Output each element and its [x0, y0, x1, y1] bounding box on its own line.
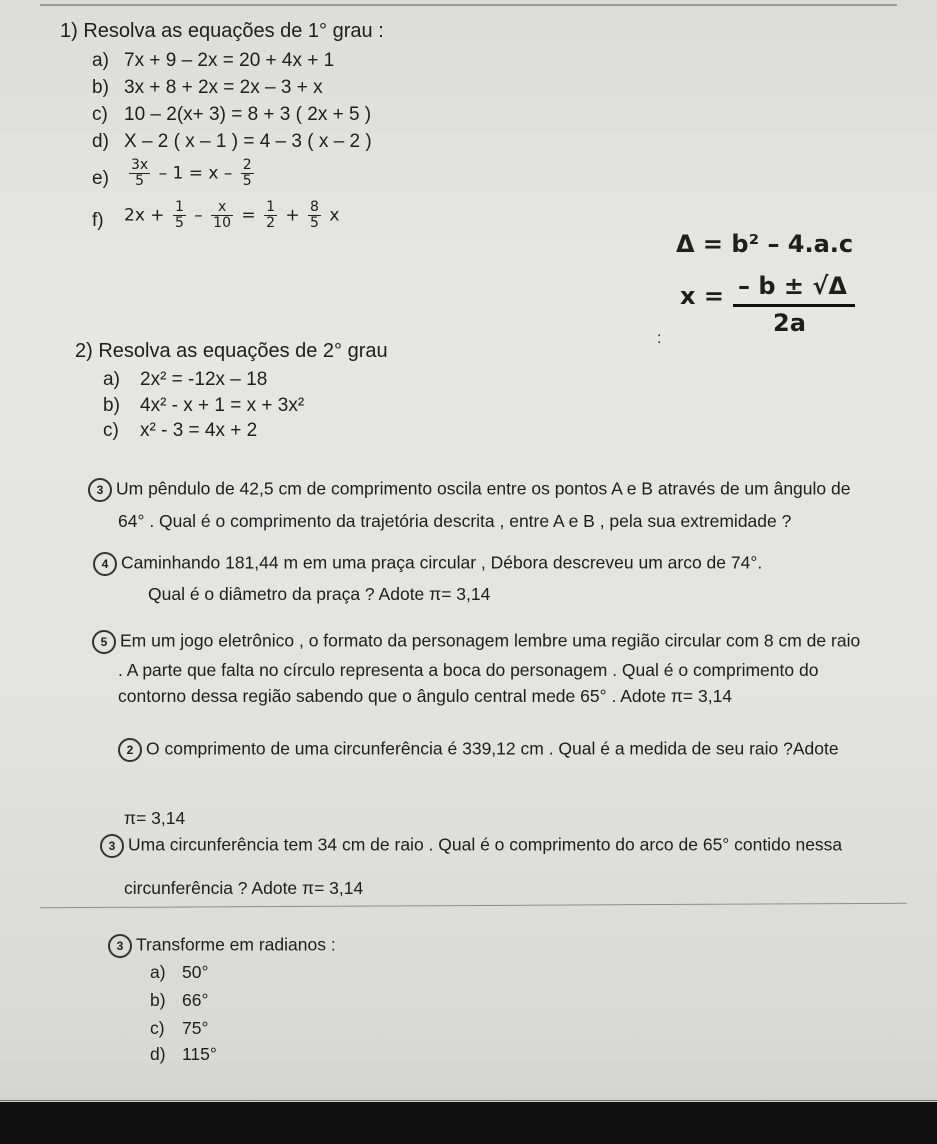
q1-c-equation: 10 – 2(x+ 3) = 8 + 3 ( 2x + 5 )	[124, 104, 372, 125]
q6-number-badge: 2	[118, 738, 142, 762]
q8-a-value: 50°	[182, 962, 209, 982]
delta-formula: Δ = b² – 4.a.c	[676, 230, 854, 258]
q4-line1	[93, 552, 762, 576]
q1-e-den2: 5	[242, 173, 252, 189]
x-formula-lhs: x =	[680, 282, 724, 310]
q1-f-num1: 1	[174, 199, 184, 215]
q1-d-equation: X – 2 ( x – 1 ) = 4 – 3 ( x – 2 )	[124, 131, 372, 152]
q1-f-num2: x	[211, 200, 233, 216]
q7-line2: circunferência ? Adote π= 3,14	[124, 878, 364, 898]
q1-f-num3: 1	[266, 199, 275, 215]
q1-title: 1) Resolva as equações de 1° grau :	[60, 20, 384, 42]
q2-a-equation: 2x² = -12x – 18	[140, 369, 268, 390]
q1-f-num4: 8	[310, 199, 319, 215]
q1-f-post: x	[329, 205, 340, 226]
q1-f-op1: –	[194, 205, 203, 226]
q1-f-op2: +	[285, 205, 300, 226]
q2-a-label: a)	[103, 369, 120, 390]
x-formula-fraction-bar	[733, 304, 855, 307]
q5-line3: contorno dessa região sabendo que o ângulo central mede 65° . Adote π= 3,14	[118, 686, 733, 706]
divider-line	[40, 903, 907, 909]
q7-number-badge: 3	[100, 834, 124, 858]
x-formula-numerator: – b ± √Δ	[738, 272, 847, 300]
x-formula-denominator: 2a	[773, 309, 806, 337]
q1-f-den1: 5	[174, 215, 184, 231]
q8-d-label: d)	[150, 1044, 166, 1064]
table-background	[0, 1102, 937, 1144]
q8-title-line	[108, 934, 336, 958]
q4-text-1: Caminhando 181,44 m em uma praça circular , Débora descreveu um arco de 74°.	[121, 552, 763, 573]
top-rule	[40, 4, 897, 6]
q1-e-label: e)	[92, 168, 109, 189]
q1-f-pre: 2x +	[124, 205, 165, 226]
q2-b-label: b)	[103, 395, 120, 416]
q1-f-den4: 5	[310, 215, 319, 231]
q1-a-equation: 7x + 9 – 2x = 20 + 4x + 1	[124, 50, 335, 71]
q3-text-1: Um pêndulo de 42,5 cm de comprimento oscila entre os pontos A e B através de um ângulo de	[116, 478, 851, 499]
q8-a-label: a)	[150, 962, 166, 982]
q1-e-middle: – 1 = x –	[158, 163, 233, 184]
q8-title: Transforme em radianos :	[136, 934, 336, 955]
q8-c-value: 75°	[182, 1018, 209, 1038]
q1-a-label: a)	[92, 50, 109, 71]
q1-d-label: d)	[92, 131, 109, 152]
q1-e-equation	[126, 158, 257, 189]
q5-text-1: Em um jogo eletrônico , o formato da personagem lembre uma região circular com 8 cm de raio	[120, 630, 861, 651]
stray-colon: :	[657, 330, 662, 347]
q1-f-label: f)	[92, 210, 104, 231]
q1-e-num2: 2	[242, 157, 252, 173]
q1-b-label: b)	[92, 77, 109, 98]
q6-line1	[118, 738, 839, 762]
bottom-edge-line	[0, 1100, 937, 1101]
q3-line1	[88, 478, 850, 502]
q6-text-1: O comprimento de uma circunferência é 339,12 cm . Qual é a medida de seu raio ?Adote	[146, 738, 839, 759]
q4-line2: Qual é o diâmetro da praça ? Adote π= 3,14	[148, 584, 491, 604]
q5-line2: . A parte que falta no círculo representa a boca do personagem . Qual é o comprimento do	[118, 660, 819, 680]
q7-line1	[100, 834, 842, 858]
q2-title: 2) Resolva as equações de 2° grau	[75, 340, 388, 362]
q2-b-equation: 4x² - x + 1 = x + 3x²	[140, 395, 305, 416]
q3-line2: 64° . Qual é o comprimento da trajetória descrita , entre A e B , pela sua extremidade ?	[118, 511, 792, 531]
q5-line1	[92, 630, 860, 654]
q8-b-value: 66°	[182, 990, 209, 1010]
q7-text-1: Uma circunferência tem 34 cm de raio . Qual é o comprimento do arco de 65° contido nessa	[128, 834, 843, 855]
q1-f-den3: 2	[266, 215, 275, 231]
q1-e-den1: 5	[135, 173, 145, 189]
q8-c-label: c)	[150, 1018, 165, 1038]
q5-number-badge: 5	[92, 630, 116, 654]
q2-c-label: c)	[103, 420, 119, 441]
q2-c-equation: x² - 3 = 4x + 2	[140, 420, 258, 441]
q1-f-equation	[124, 200, 339, 231]
q1-b-equation: 3x + 8 + 2x = 2x – 3 + x	[124, 77, 323, 98]
q1-f-den2: 10	[213, 215, 231, 231]
q8-b-label: b)	[150, 990, 166, 1010]
q6-line2: π= 3,14	[124, 808, 186, 828]
q4-number-badge: 4	[93, 552, 117, 576]
q3-number-badge: 3	[88, 478, 112, 502]
q8-d-value: 115°	[182, 1044, 217, 1064]
q1-c-label: c)	[92, 104, 108, 125]
q1-e-num1: 3x	[131, 157, 149, 173]
q8-number-badge: 3	[108, 934, 132, 958]
q1-f-eq: =	[241, 205, 256, 226]
